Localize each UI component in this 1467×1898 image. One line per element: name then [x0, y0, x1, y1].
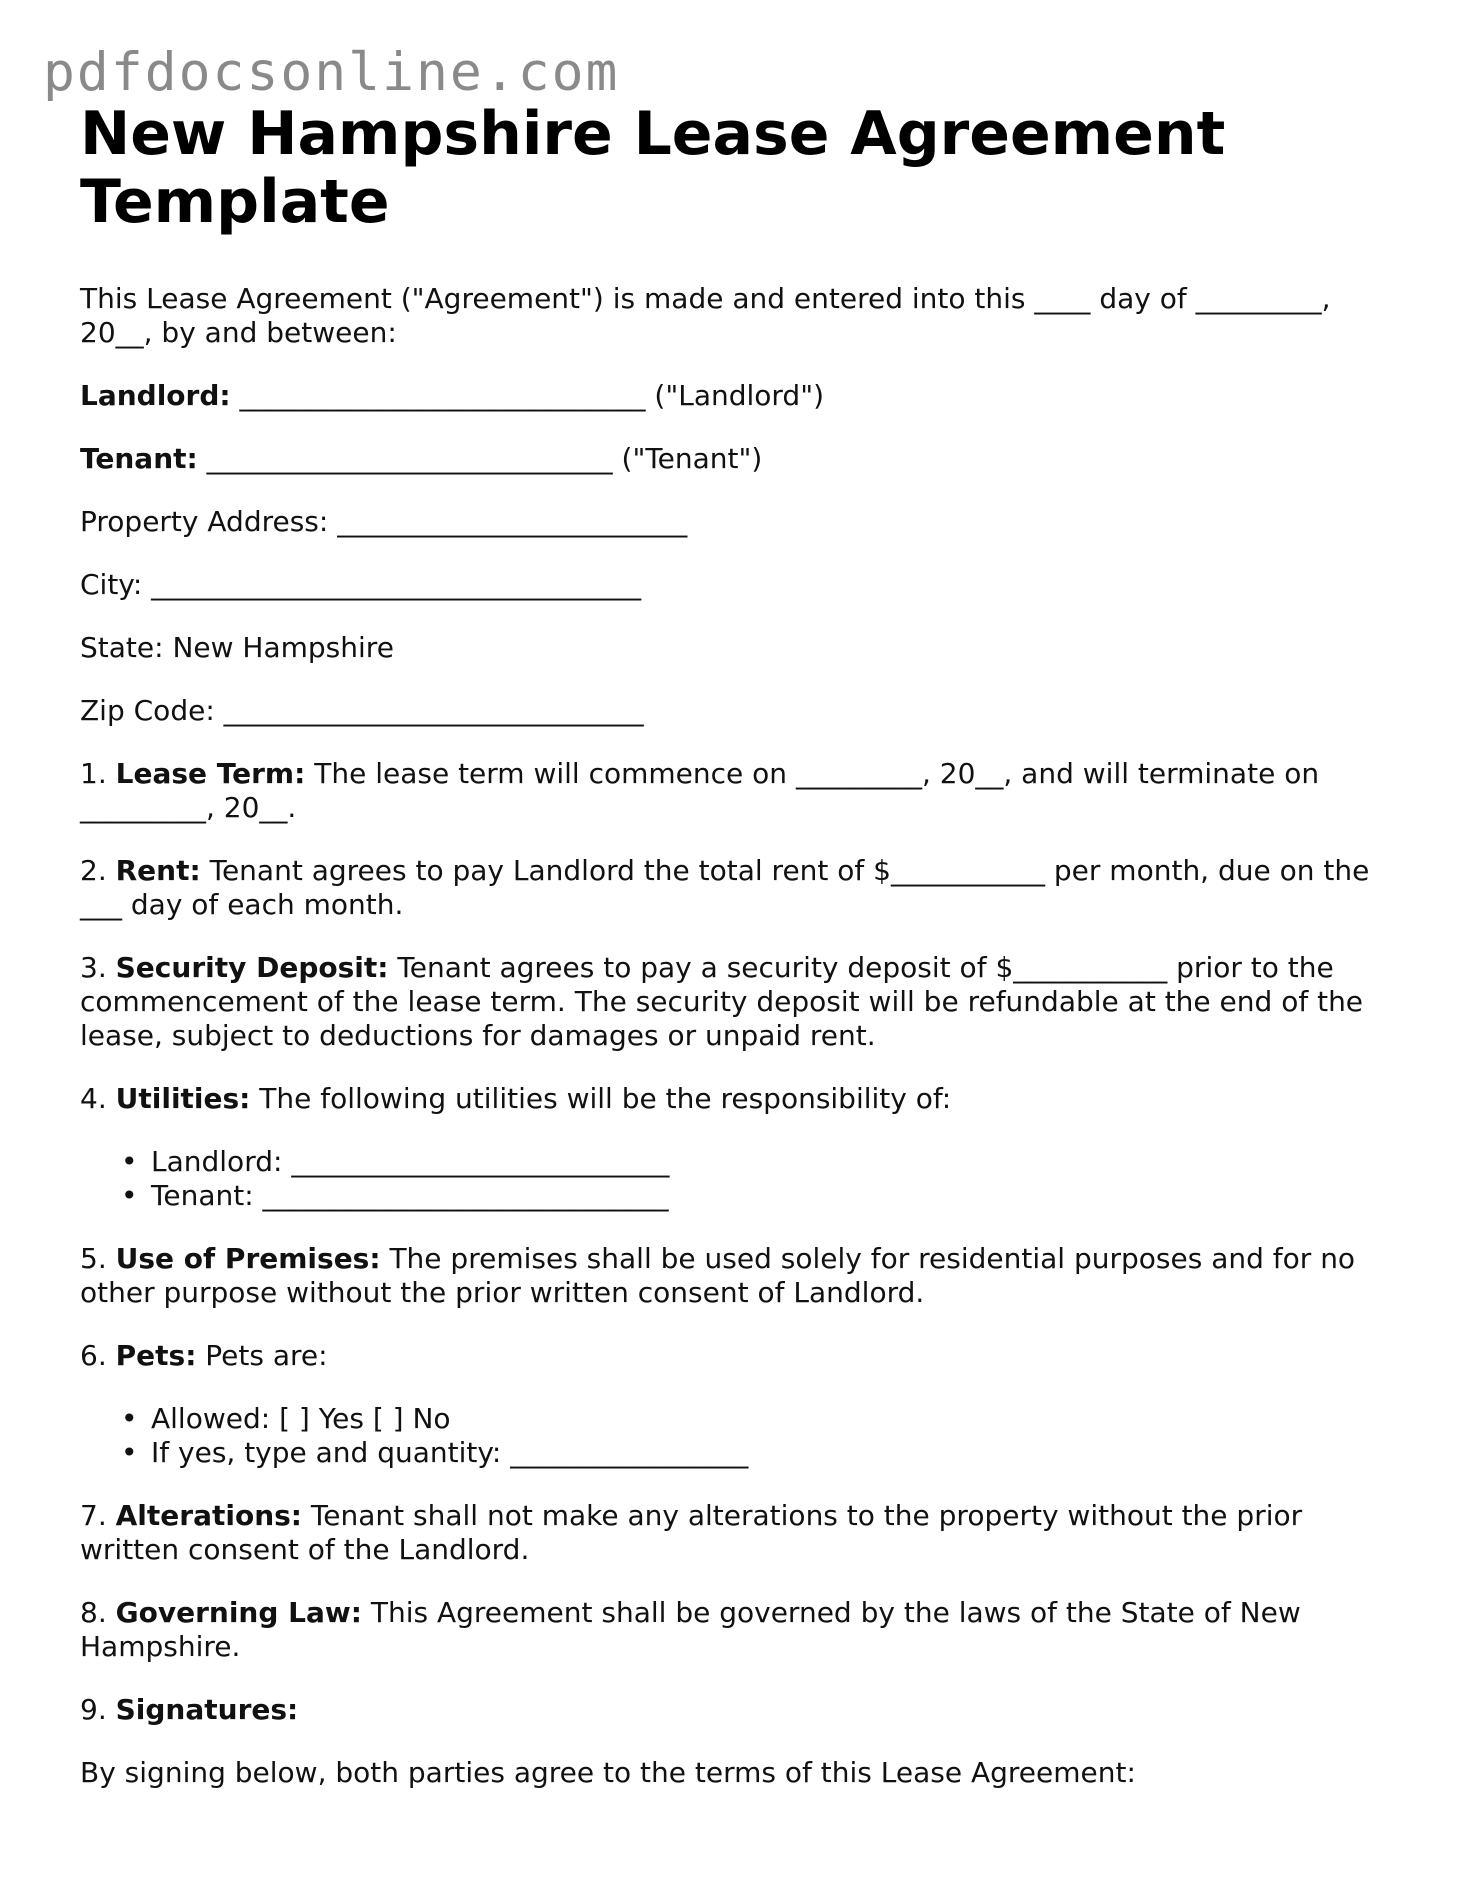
section-text: Pets are:	[196, 1339, 328, 1372]
section-text: Tenant shall not make any alterations to the property without the prior written consent of the Landlord.	[80, 1499, 1303, 1566]
section-text: The following utilities will be the responsibility of:	[250, 1082, 952, 1115]
section-text: This Agreement shall be governed by the laws of the State of New Hampshire.	[80, 1596, 1301, 1663]
closing-statement: By signing below, both parties agree to the terms of this Lease Agreement:	[80, 1756, 1136, 1789]
utilities-landlord-item: Landlord: ___________________________	[151, 1145, 670, 1178]
pets-type-quantity-item: If yes, type and quantity: _________________	[151, 1436, 749, 1469]
section-heading: Governing Law:	[115, 1596, 362, 1629]
section-number: 5.	[80, 1242, 116, 1275]
section-number: 6.	[80, 1339, 116, 1372]
section-text: Tenant agrees to pay Landlord the total rent of $___________ per month, due on the ___ day of each month.	[80, 854, 1370, 921]
landlord-blank: _____________________________ ("Landlord")	[230, 379, 824, 412]
bullet-icon: •	[121, 1402, 138, 1435]
section-number: 8.	[80, 1596, 116, 1629]
section-text: Tenant agrees to pay a security deposit of $___________ prior to the commencement of the lease term. The security deposit will be refundable at the end of the lease, subject to deductions for damages or unpaid rent.	[80, 951, 1364, 1052]
landlord-field	[80, 379, 1380, 413]
list-item	[121, 1179, 1380, 1213]
lease-document	[80, 100, 1380, 1790]
section-utilities	[80, 1082, 1380, 1116]
section-security-deposit	[80, 951, 1380, 1053]
intro-paragraph: This Lease Agreement ("Agreement") is made and entered into this ____ day of _________, 20__, by and between:	[80, 282, 1331, 349]
section-governing-law	[80, 1596, 1380, 1664]
section-signatures	[80, 1693, 1380, 1727]
pets-list	[80, 1402, 1380, 1470]
tenant-field	[80, 442, 1380, 476]
state-field: State: New Hampshire	[80, 631, 394, 664]
section-number: 4.	[80, 1082, 116, 1115]
section-use-of-premises	[80, 1242, 1380, 1310]
watermark-text: pdfdocsonline.com	[43, 42, 620, 103]
list-item	[121, 1145, 1380, 1179]
tenant-label: Tenant:	[80, 442, 198, 475]
property-address-field: Property Address: _________________________	[80, 505, 688, 538]
bullet-icon: •	[121, 1179, 138, 1212]
section-lease-term	[80, 757, 1380, 825]
section-heading: Utilities:	[115, 1082, 251, 1115]
section-heading: Use of Premises:	[115, 1242, 381, 1275]
section-heading: Rent:	[115, 854, 201, 887]
section-number: 2.	[80, 854, 116, 887]
section-heading: Signatures:	[115, 1693, 299, 1726]
landlord-label: Landlord:	[80, 379, 231, 412]
section-text: The lease term will commence on _________, 20__, and will terminate on _________, 20__.	[80, 757, 1320, 824]
zip-code-field: Zip Code: ______________________________	[80, 694, 644, 727]
section-number: 7.	[80, 1499, 116, 1532]
section-pets	[80, 1339, 1380, 1373]
section-text: The premises shall be used solely for residential purposes and for no other purpose without the prior written consent of Landlord.	[80, 1242, 1356, 1309]
section-number: 3.	[80, 951, 116, 984]
section-heading: Security Deposit:	[115, 951, 389, 984]
section-alterations	[80, 1499, 1380, 1567]
utilities-tenant-item: Tenant: _____________________________	[151, 1179, 669, 1212]
section-heading: Alterations:	[115, 1499, 302, 1532]
list-item	[121, 1402, 1380, 1436]
section-heading: Lease Term:	[115, 757, 306, 790]
bullet-icon: •	[121, 1436, 138, 1469]
bullet-icon: •	[121, 1145, 138, 1178]
list-item	[121, 1436, 1380, 1470]
section-number: 1.	[80, 757, 116, 790]
document-title: New Hampshire Lease Agreement Template	[80, 99, 1226, 237]
pets-allowed-item: Allowed: [ ] Yes [ ] No	[151, 1402, 451, 1435]
section-heading: Pets:	[115, 1339, 197, 1372]
utilities-list	[80, 1145, 1380, 1213]
section-number: 9.	[80, 1693, 116, 1726]
tenant-blank: _____________________________ ("Tenant")	[197, 442, 763, 475]
city-field: City: ___________________________________	[80, 568, 642, 601]
section-rent	[80, 854, 1380, 922]
